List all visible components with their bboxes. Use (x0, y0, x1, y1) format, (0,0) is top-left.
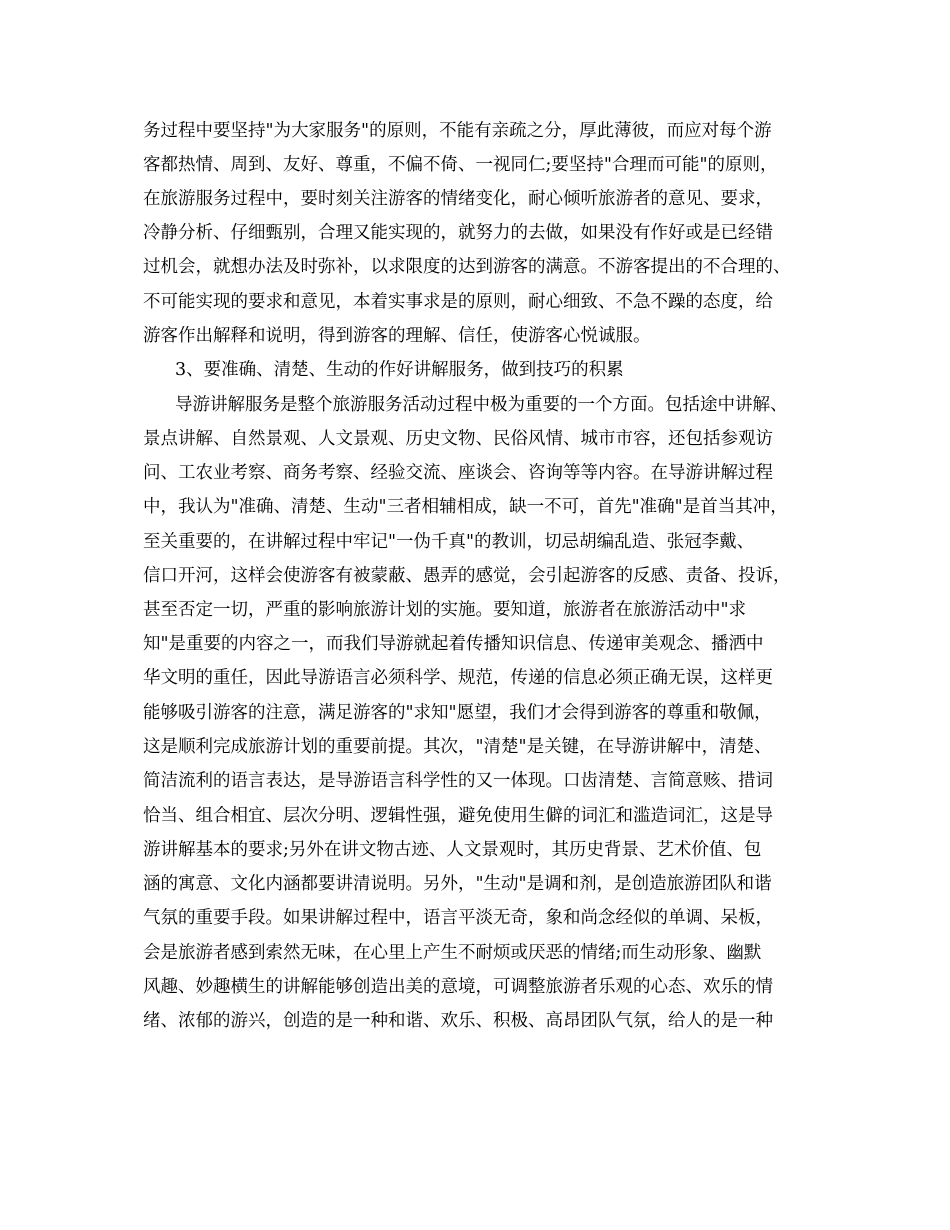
text-line: 甚至否定一切，严重的影响旅游计划的实施。要知道，旅游者在旅游活动中"求 (143, 600, 747, 620)
text-line: 客都热情、周到、友好、尊重，不偏不倚、一视同仁;要坚持"合理而可能"的原则， (143, 155, 778, 175)
text-line: 景点讲解、自然景观、人文景观、历史文物、民俗风情、城市市容，还包括参观访 (143, 429, 773, 449)
text-line: 简洁流利的语言表达，是导游语言科学性的又一体现。口齿清楚、言简意赅、措词 (143, 771, 773, 791)
text-line: 华文明的重任，因此导游语言必须科学、规范，传递的信息必须正确无误，这样更 (143, 668, 773, 688)
text-line: 中，我认为"准确、清楚、生动"三者相辅相成，缺一不可，首先"准确"是首当其冲， (143, 497, 788, 517)
text-line: 冷静分析、仔细甄别，合理又能实现的，就努力的去做，如果没有作好或是已经错 (143, 223, 773, 243)
text-line: 恰当、组合相宜、层次分明、逻辑性强，避免使用生僻的词汇和滥造词汇，这是导 (143, 806, 773, 826)
text-line: 游讲解基本的要求;另外在讲文物古迹、人文景观时，其历史背景、艺术价值、包 (143, 840, 762, 860)
text-line: 气氛的重要手段。如果讲解过程中，语言平淡无奇，象和尚念经似的单调、呆板， (143, 908, 773, 928)
text-line: 这是顺利完成旅游计划的重要前提。其次，"清楚"是关键，在导游讲解中，清楚、 (143, 737, 772, 757)
text-line: 不可能实现的要求和意见，本着实事求是的原则，耐心细致、不急不躁的态度，给 (143, 292, 773, 312)
text-line: 在旅游服务过程中，要时刻关注游客的情绪变化，耐心倾听旅游者的意见、要求， (143, 189, 773, 209)
text-line: 导游讲解服务是整个旅游服务活动过程中极为重要的一个方面。包括途中讲解、 (175, 395, 788, 415)
text-line: 务过程中要坚持"为大家服务"的原则，不能有亲疏之分，厚此薄彼，而应对每个游 (143, 121, 772, 141)
text-line: 绪、浓郁的游兴，创造的是一种和谐、欢乐、积极、高昂团队气氛，给人的是一种 (143, 1011, 773, 1031)
section-heading: 3、要准确、清楚、生动的作好讲解服务，做到技巧的积累 (175, 360, 624, 380)
text-line: 过机会，就想办法及时弥补，以求限度的达到游客的满意。不游客提出的不合理的、 (143, 257, 791, 277)
text-line: 知"是重要的内容之一，而我们导游就起着传播知识信息、传递审美观念、播洒中 (143, 634, 764, 654)
text-line: 游客作出解释和说明，得到游客的理解、信任，使游客心悦诚服。 (143, 326, 651, 346)
text-line: 涵的寓意、文化内涵都要讲清说明。另外，"生动"是调和剂，是创造旅游团队和谐 (143, 874, 772, 894)
text-line: 至关重要的，在讲解过程中牢记"一伪千真"的教训，切忌胡编乱造、张冠李戴、 (143, 532, 755, 552)
text-line: 信口开河，这样会使游客有被蒙蔽、愚弄的感觉，会引起游客的反感、责备、投诉， (143, 566, 791, 586)
text-line: 能够吸引游客的注意，满足游客的"求知"愿望，我们才会得到游客的尊重和敬佩， (143, 703, 772, 723)
text-line: 风趣、妙趣横生的讲解能够创造出美的意境，可调整旅游者乐观的心态、欢乐的情 (143, 977, 773, 997)
text-line: 会是旅游者感到索然无味，在心里上产生不耐烦或厌恶的情绪;而生动形象、幽默 (143, 943, 762, 963)
text-line: 问、工农业考察、商务考察、经验交流、座谈会、咨询等等内容。在导游讲解过程 (143, 463, 773, 483)
